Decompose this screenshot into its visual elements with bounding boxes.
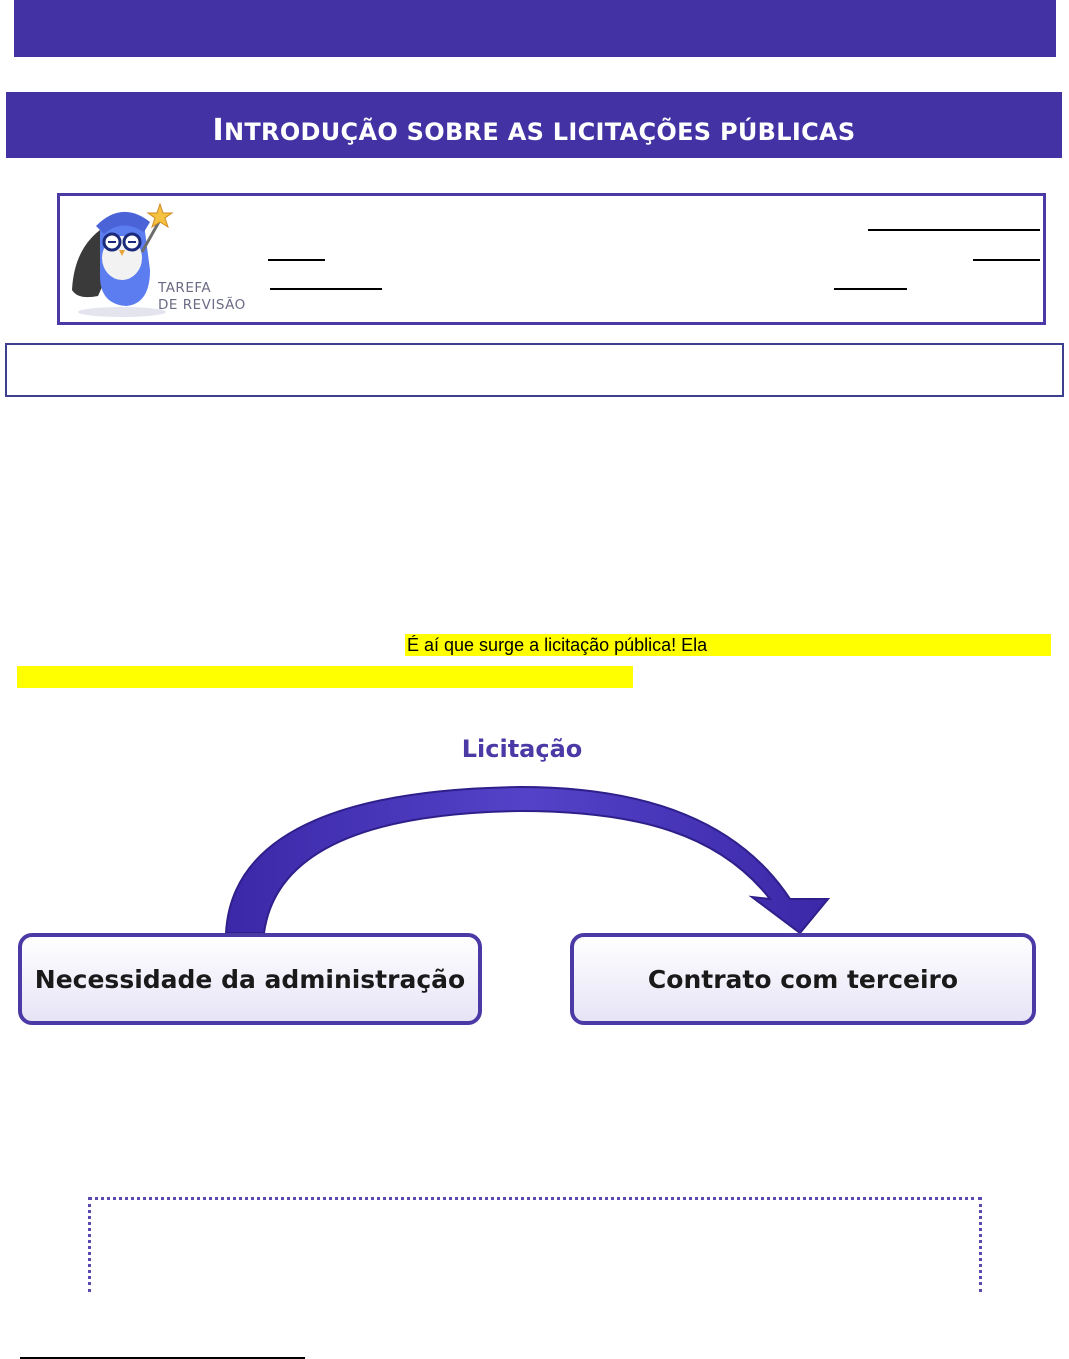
underline-rule [834, 288, 907, 290]
review-mascot-badge [70, 200, 250, 318]
badge-line2: DE REVISÃO [158, 297, 246, 313]
licitacao-diagram [0, 725, 1069, 1035]
section-title-bar [6, 92, 1062, 158]
right-box-label: Contrato com terceiro [647, 965, 959, 994]
curved-arrow-icon [226, 787, 828, 933]
right-box [572, 935, 1034, 1023]
underline-rule [973, 259, 1040, 261]
highlighted-text-continuation [17, 666, 633, 688]
underline-rule [868, 229, 1040, 231]
arrow-label: Licitação [461, 735, 583, 763]
section-title: INTRODUÇÃO SOBRE AS LICITAÇÕES PÚBLICAS [212, 112, 856, 148]
dotted-note-box [88, 1197, 982, 1292]
left-box-label: Necessidade da administração [34, 965, 466, 994]
badge-line1: TAREFA [158, 280, 212, 296]
left-box [20, 935, 480, 1023]
underline-rule [270, 288, 382, 290]
highlighted-text: É aí que surge a licitação pública! Ela [405, 634, 1051, 656]
note-box [5, 343, 1064, 397]
underline-rule [268, 259, 325, 261]
top-header-bar [14, 0, 1056, 57]
